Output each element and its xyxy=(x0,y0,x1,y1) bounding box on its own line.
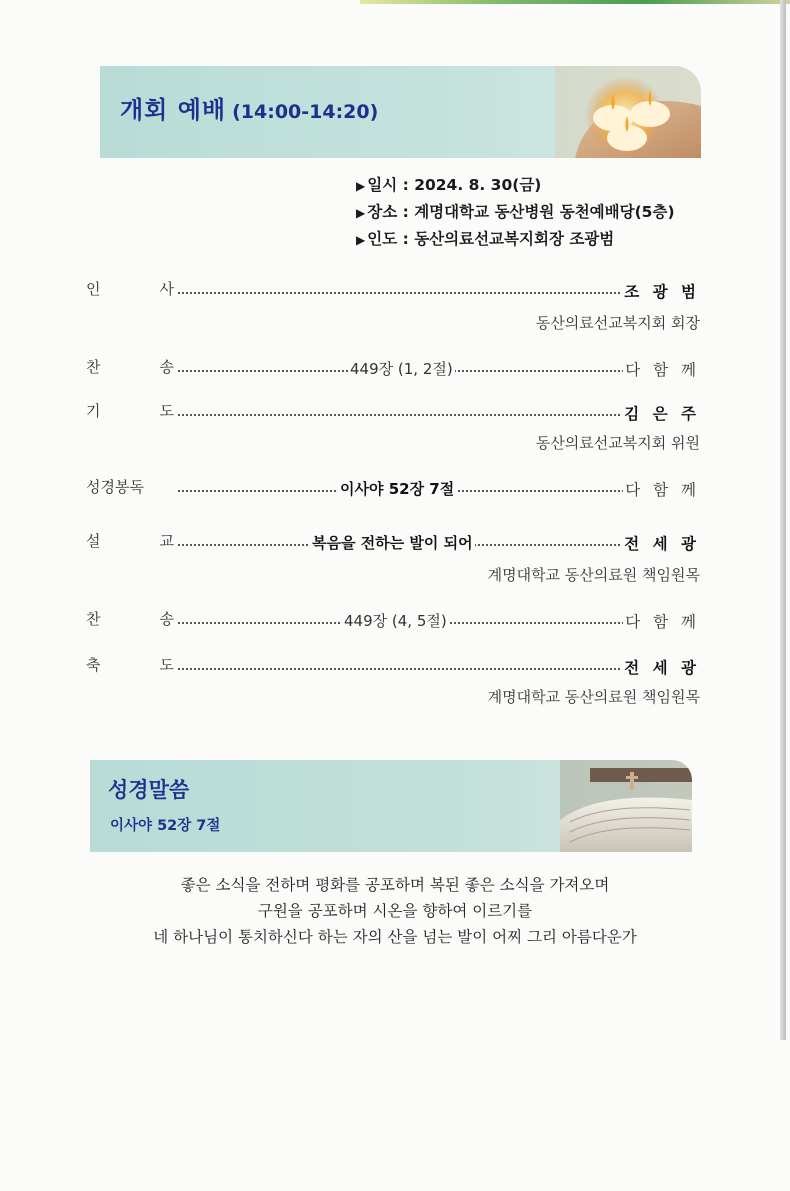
program-item: 449장 (4, 5절) xyxy=(344,612,447,630)
opening-title-text: 개회 예배 xyxy=(120,96,227,124)
verse-line: 구원을 공포하며 시온을 향하여 이르기를 xyxy=(257,902,533,920)
program-role: 계명대학교 동산의료원 책임원목 xyxy=(487,566,700,584)
pointer-triangle-icon: ▶ xyxy=(356,179,366,193)
program-label: 찬 송 xyxy=(86,358,174,376)
program-person: 김 은 주 xyxy=(622,402,700,424)
event-info xyxy=(356,172,675,253)
verse-line: 네 하나님이 통치하신다 하는 자의 산을 넘는 발이 어찌 그리 아름다운가 xyxy=(153,928,637,946)
opening-worship-title xyxy=(120,90,378,125)
program-label: 성경봉독 xyxy=(86,478,144,496)
scripture-title: 성경말씀 xyxy=(108,778,190,802)
program-item: 복음을 전하는 발이 되어 xyxy=(312,534,473,552)
program-role: 동산의료선교복지회 위원 xyxy=(535,434,700,452)
program-item: 이사야 52장 7절 xyxy=(340,480,455,498)
info-place: ▶ 장소 : 계명대학교 동산병원 동천예배당(5층) xyxy=(356,203,675,221)
candles-image xyxy=(555,66,701,158)
program-row-sermon xyxy=(86,530,700,554)
dot-leader xyxy=(178,414,640,416)
pointer-triangle-icon: ▶ xyxy=(356,233,366,247)
program-person: 다 함 께 xyxy=(623,478,700,500)
scripture-banner xyxy=(90,760,692,852)
program-role: 계명대학교 동산의료원 책임원목 xyxy=(487,688,700,706)
dot-leader xyxy=(178,292,640,294)
dot-leader xyxy=(178,668,640,670)
top-color-strip xyxy=(360,0,790,4)
bible-image xyxy=(560,760,692,852)
info-leader: ▶ 인도 : 동산의료선교복지회장 조광범 xyxy=(356,230,615,248)
opening-worship-banner xyxy=(100,66,701,158)
program-label: 인 사 xyxy=(86,280,174,298)
program-person: 다 함 께 xyxy=(623,358,700,380)
page-edge xyxy=(780,0,786,1040)
program-person: 다 함 께 xyxy=(623,610,700,632)
program-label: 기 도 xyxy=(86,402,174,420)
opening-time: (14:00-14:20) xyxy=(232,101,379,123)
program-label: 축 도 xyxy=(86,656,174,674)
program-person: 조 광 범 xyxy=(622,280,700,302)
program-row-prayer xyxy=(86,400,700,424)
pointer-triangle-icon: ▶ xyxy=(356,206,366,220)
program-label: 찬 송 xyxy=(86,610,174,628)
program-item: 449장 (1, 2절) xyxy=(350,360,453,378)
info-date: ▶ 일시 : 2024. 8. 30(금) xyxy=(356,176,542,194)
program-person: 전 세 광 xyxy=(622,656,700,678)
verse-line: 좋은 소식을 전하며 평화를 공포하며 복된 좋은 소식을 가져오며 xyxy=(180,876,610,894)
program-row-benediction xyxy=(86,654,700,678)
program-row-hymn-1 xyxy=(86,356,700,380)
program-row-greeting xyxy=(86,278,700,302)
program-row-hymn-2 xyxy=(86,608,700,632)
program-row-scripture-reading xyxy=(86,476,700,500)
program-role: 동산의료선교복지회 회장 xyxy=(535,314,700,332)
program-label: 설 교 xyxy=(86,532,174,550)
scripture-verse xyxy=(90,872,700,950)
program-person: 전 세 광 xyxy=(622,532,700,554)
scripture-reference: 이사야 52장 7절 xyxy=(110,818,221,834)
